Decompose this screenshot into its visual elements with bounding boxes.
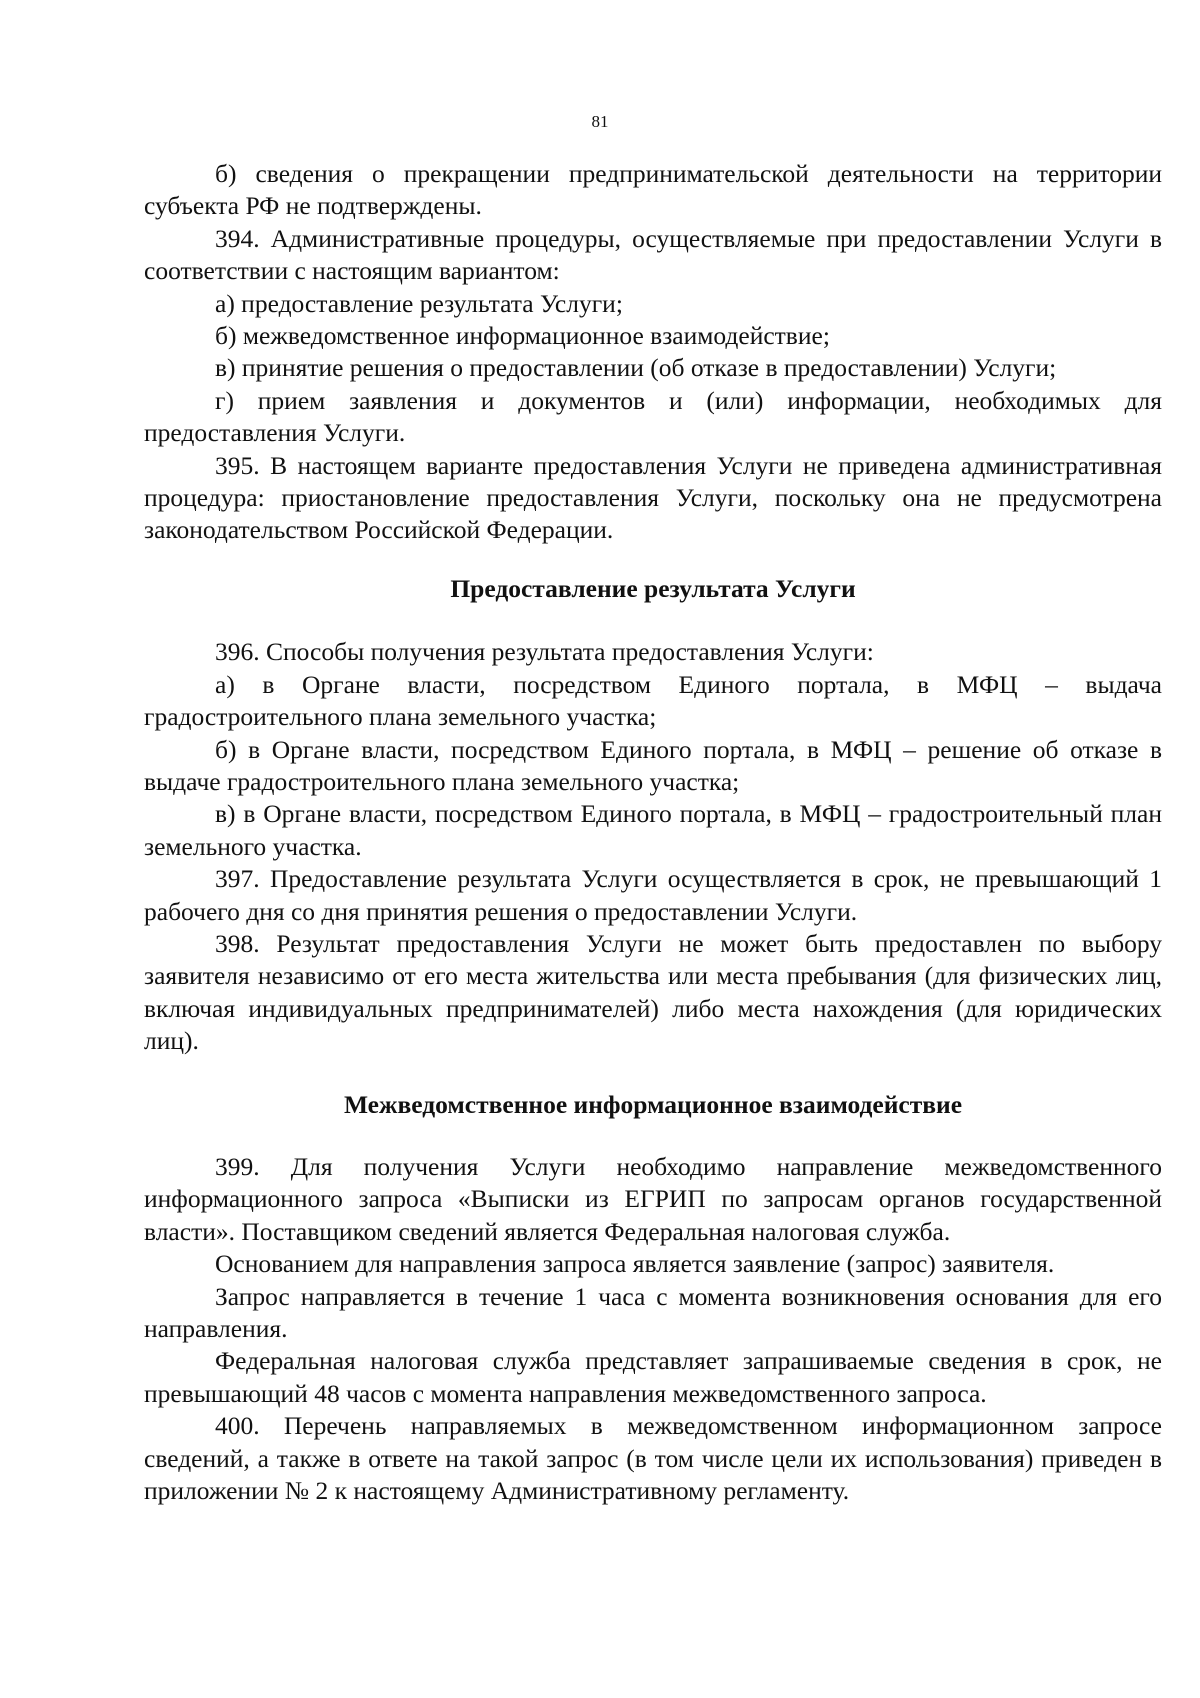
paragraph-398: 398. Результат предоставления Услуги не может быть предоставлен по выбору заявителя независимо от его места жительства или места пребывания (для физических лиц, включая индивидуальных предпринимателей) либо места нахождения (для юридических лиц).	[144, 928, 1162, 1056]
paragraph-396-v: в) в Органе власти, посредством Единого портала, в МФЦ – градостроительный план земельного участка.	[144, 799, 1162, 861]
section-heading-result: Предоставление результата Услуги	[450, 573, 856, 603]
paragraph-394: 394. Административные процедуры, осуществляемые при предоставлении Услуги в соответствии с настоящим вариантом:	[144, 223, 1162, 286]
paragraph-399-basis: Основанием для направления запроса является заявление (запрос) заявителя.	[215, 1249, 1055, 1279]
section-heading-interagency: Межведомственное информационное взаимодействие	[343, 1089, 963, 1119]
paragraph-395: 395. В настоящем варианте предоставления Услуги не приведена административная процедура: приостановление предоставления Услуги, поскольку она не предусмотрена законодательством Российской Федерации.	[144, 450, 1162, 545]
paragraph-394-g: г) прием заявления и документов и (или) информации, необходимых для предоставления Услуги.	[144, 385, 1162, 448]
paragraph-399-response: Федеральная налоговая служба представляет запрашиваемые сведения в срок, не превышающий 48 часов с момента направления межведомственного запроса.	[144, 1346, 1162, 1408]
paragraph-397: 397. Предоставление результата Услуги осуществляется в срок, не превышающий 1 рабочего дня со дня принятия решения о предоставлении Услуги.	[144, 864, 1162, 926]
paragraph-394-b: б) межведомственное информационное взаимодействие;	[215, 321, 830, 351]
document-body	[144, 158, 1162, 1507]
paragraph-399-timing: Запрос направляется в течение 1 часа с момента возникновения основания для его направления.	[144, 1281, 1162, 1343]
paragraph-399: 399. Для получения Услуги необходимо направление межведомственного информационного запроса «Выписки из ЕГРИП по запросам органов государственной власти». Поставщиком сведений является Федеральная налоговая служба.	[144, 1151, 1162, 1246]
paragraph-394-a: а) предоставление результата Услуги;	[215, 288, 623, 318]
paragraph-400: 400. Перечень направляемых в межведомственном информационном запросе сведений, а также в ответе на такой запрос (в том числе цели их использования) приведен в приложении № 2 к настоящему Административному регламенту.	[144, 1411, 1162, 1506]
paragraph-396-a: а) в Органе власти, посредством Единого портала, в МФЦ – выдача градостроительного плана земельного участка;	[144, 669, 1162, 732]
paragraph-396-b: б) в Органе власти, посредством Единого портала, в МФЦ – решение об отказе в выдаче градостроительного плана земельного участка;	[144, 734, 1162, 796]
paragraph-394-v: в) принятие решения о предоставлении (об отказе в предоставлении) Услуги;	[215, 353, 1057, 383]
page-number: 81	[591, 112, 609, 131]
paragraph-393-b: б) сведения о прекращении предпринимательской деятельности на территории субъекта РФ не подтверждены.	[144, 159, 1162, 221]
paragraph-396: 396. Способы получения результата предоставления Услуги:	[215, 637, 874, 667]
